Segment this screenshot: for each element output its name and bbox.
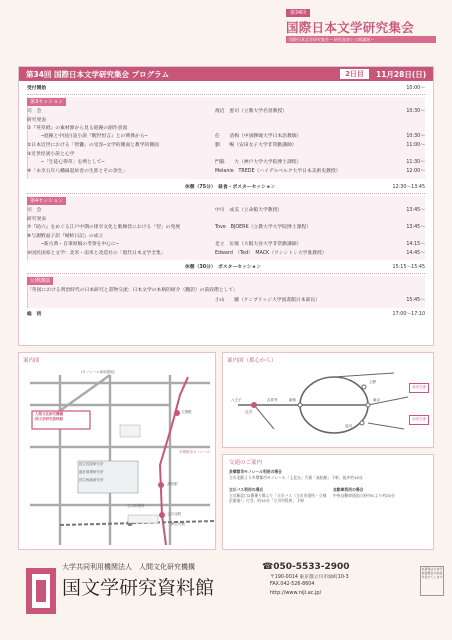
station-kichijoji: 吉祥寺 (267, 398, 278, 402)
break-label: 休憩（75分） 昼食・ポスターセッション (185, 185, 276, 190)
session3-row-title: ①『英草紙』の素材源から見る庭鐘の創作意図 (27, 126, 128, 131)
narita-tag: 成田空港 (409, 383, 429, 393)
break-label: 休憩（30分） ポスターセッション (185, 265, 262, 270)
footer-fax: FAX.042-526-8604 (270, 582, 315, 587)
station-ueno: 上野 (369, 380, 376, 384)
access-line: 立川北駅より多摩都市モノレール「上北台」方面「高松駅」下車、徒歩約10分 (229, 475, 363, 480)
session3-row-title: ②日本近世における「智囊」の受容─文学的側面と教学的側面 (27, 143, 159, 148)
program-title: 第34回 国際日本文学研究集会 プログラム (26, 70, 170, 79)
session4-row (27, 233, 425, 241)
access-line: 立川駅北口2番乗り場より「立川バス（立川市役所・立飛企業前）」行き、約10分「立川市役所」下車 (229, 493, 327, 503)
station-tachikawa: 立川 (245, 410, 252, 414)
session3-row-title: ─庭鐘と中国白話小説『醒世恒言』との関係から─ (41, 134, 148, 139)
session3-row (27, 168, 425, 176)
session3-row (27, 117, 425, 125)
session3-row-speaker: 任 清梅（中国聊城大学日本語教師） (215, 134, 302, 139)
monorail-depot-label: (モノレール車両基地) (81, 370, 115, 374)
header-subtitle: 国際日本文学研究集会 ─ 研究発表と公開講演 ─ (286, 36, 436, 43)
break-time: 12:30～13:45 (392, 185, 425, 190)
footer-address: 〒190-0014 東京都立川市緑町10-3 (270, 575, 349, 580)
session4-row (27, 207, 425, 215)
session4-row-title: 司 会 (27, 208, 42, 213)
station-hachioji: 八王子 (231, 398, 242, 402)
session4-row-title: 研究発表 (27, 217, 47, 222)
local-map-tab: 案内図 (23, 358, 40, 364)
regional-map-tab: 案内図（都心から） (227, 358, 277, 364)
access-line: 自動車利用の場合 (333, 487, 364, 492)
reception-label: 受付開始 (27, 86, 47, 91)
session4-row-title: ─新古典・自筆原稿の考察を中心に─ (41, 242, 119, 247)
session3-row-time: 11:30～ (406, 160, 425, 165)
station-label: JR立川駅 (171, 522, 185, 526)
footer-name: 国文学研究資料館 (62, 577, 215, 599)
map-label: 立川市役所 (127, 504, 145, 508)
divider (27, 273, 425, 274)
footer (0, 556, 452, 640)
lecture-time: 15:45～ (406, 298, 425, 303)
lecture-title: 「英国における明治時代の日本研究と書物交流：日本文学の本格的紹介（翻訳）の前段階として」 (27, 288, 239, 293)
monorail-label: 多摩都市モノレール (179, 450, 211, 454)
session3-row-speaker: 門脇 大（神戸大学大学院博士課程） (215, 160, 302, 165)
program-card (18, 66, 434, 346)
local-map (18, 352, 216, 550)
lecture-speaker-row (27, 297, 425, 305)
session3-row-speaker: 劉 暢（安田女子大学非常勤講師） (215, 143, 297, 148)
closing-label: 総 括 (27, 312, 42, 317)
access-card (222, 454, 434, 550)
map-label: 国立極地研究所 (79, 478, 104, 482)
station-shinjuku: 新宿 (289, 398, 296, 402)
session4-row (27, 241, 425, 249)
footer-phone: ☎050-5533-2900 (262, 562, 350, 572)
footer-org: 大学共同利用機関法人 人間文化研究機構 (62, 563, 195, 571)
session4-row-time: 13:45～ (406, 208, 425, 213)
access-line: 多摩都市モノレール利用の場合 (229, 469, 282, 474)
reception-row (27, 85, 425, 93)
session4-row-time: 13:45～ (406, 225, 425, 230)
session3-row (27, 159, 425, 167)
session3-row-time: 10:30～ (406, 134, 425, 139)
map-label: 統計数理研究所 (79, 470, 104, 474)
session4-row-time: 14:45～ (406, 251, 425, 256)
session3-row-time: 11:00～ (406, 143, 425, 148)
header-badge: 第34回 (286, 9, 310, 17)
header (0, 0, 452, 60)
session3-row-speaker: Melanie TREDE（ハイデルベルク大学日本美術史教授） (215, 169, 341, 174)
session4-row-title: ⑦『助六』をめぐる江戸中期の俳享文化と歌舞伎における「型」の発展 (27, 225, 181, 230)
map-label: 国立国語研究所 (79, 462, 104, 466)
session4-row-speaker: Tove BJOERK（立教大学大学院博士課程） (215, 225, 311, 230)
access-line: 立川バス利用の場合 (229, 487, 264, 492)
session3-row (27, 108, 425, 116)
regional-map-drawing (224, 363, 434, 447)
session3-row-speaker: 渡辺 憲司（立教大学名誉教授） (215, 109, 287, 114)
session4-row-speaker: Edward （Ted） MACK（ワシントン大学准教授） (215, 251, 327, 256)
program-date: 11月28日(日) (376, 70, 427, 79)
session4-row-title: ⑨国民国家と文学：北米・南米と改造社の「現代日本文学全集」 (27, 251, 166, 256)
lecture-label: 公開講演 (27, 277, 53, 285)
break-time: 15:15～15:45 (392, 265, 425, 270)
break-row (27, 184, 425, 192)
footer-url[interactable]: http://www.nijl.ac.jp/ (270, 590, 322, 596)
session3-row (27, 125, 425, 133)
nijl-location-label: 人間文化研究機構 国文学研究資料館 (35, 412, 63, 421)
haneda-tag: 羽田空港 (409, 415, 429, 425)
nijl-logo-icon (24, 562, 58, 618)
station-label: 高松駅 (167, 482, 178, 486)
session4-row-time: 14:15～ (406, 242, 425, 247)
session3-row-title: ④「永享五年八幡縁起絵巻の生涯とその余生」 (27, 169, 128, 174)
divider (27, 193, 425, 194)
session3-row (27, 142, 425, 150)
program-title-bar (19, 67, 433, 81)
session4-row (27, 250, 425, 258)
access-line: 中央自動車道国立府中ICより約20分 (333, 493, 395, 498)
jsps-badge: 本事業は日本学術振興会の助成を受けています (420, 566, 444, 596)
session4-label: 第4セッション (27, 197, 66, 205)
session3-label: 第3セッション (27, 98, 66, 106)
session4-row-speaker: 足立 匡敏（大阪大谷大学非常勤講師） (215, 242, 302, 247)
divider (27, 94, 425, 95)
day-box: 2日目 (340, 69, 369, 79)
station-shinagawa: 品川 (345, 424, 352, 428)
session3-row-title: 司 会 (27, 109, 42, 114)
session4-row (27, 216, 425, 224)
header-title: 国際日本文学研究集会 (286, 20, 415, 35)
session3-row-time: 12:00～ (406, 169, 425, 174)
closing-row (27, 311, 425, 319)
break-row (27, 264, 425, 272)
lecture-speaker: 小山 騰（ケンブリッジ大学図書館日本部長） (215, 298, 320, 303)
lecture-title-row (27, 287, 425, 295)
session3-row (27, 151, 425, 159)
access-title: 交通のご案内 (229, 460, 263, 466)
session4-row-title: ⑧与謝野晶子訳『蜻蛉日記』の成立 (27, 234, 104, 239)
session4-row (27, 224, 425, 232)
station-label: 立飛駅 (181, 410, 192, 414)
station-label: 立川北駅 (167, 512, 181, 516)
regional-map (222, 352, 434, 448)
reception-time: 10:00～ (406, 86, 425, 91)
session3-row-title: 研究発表 (27, 118, 47, 123)
station-tokyo: 東京 (373, 398, 380, 402)
session3-row-time: 10:30～ (406, 109, 425, 114)
session3-row-title: ─「生徒心得草」を例として─ (41, 160, 105, 165)
closing-time: 17:00～17:10 (392, 312, 425, 317)
session3-row-title: ③近世怪異小説と心学 (27, 152, 75, 157)
session3-row (27, 133, 425, 141)
session4-row-speaker: 中川 成美（立命館大学教授） (215, 208, 283, 213)
